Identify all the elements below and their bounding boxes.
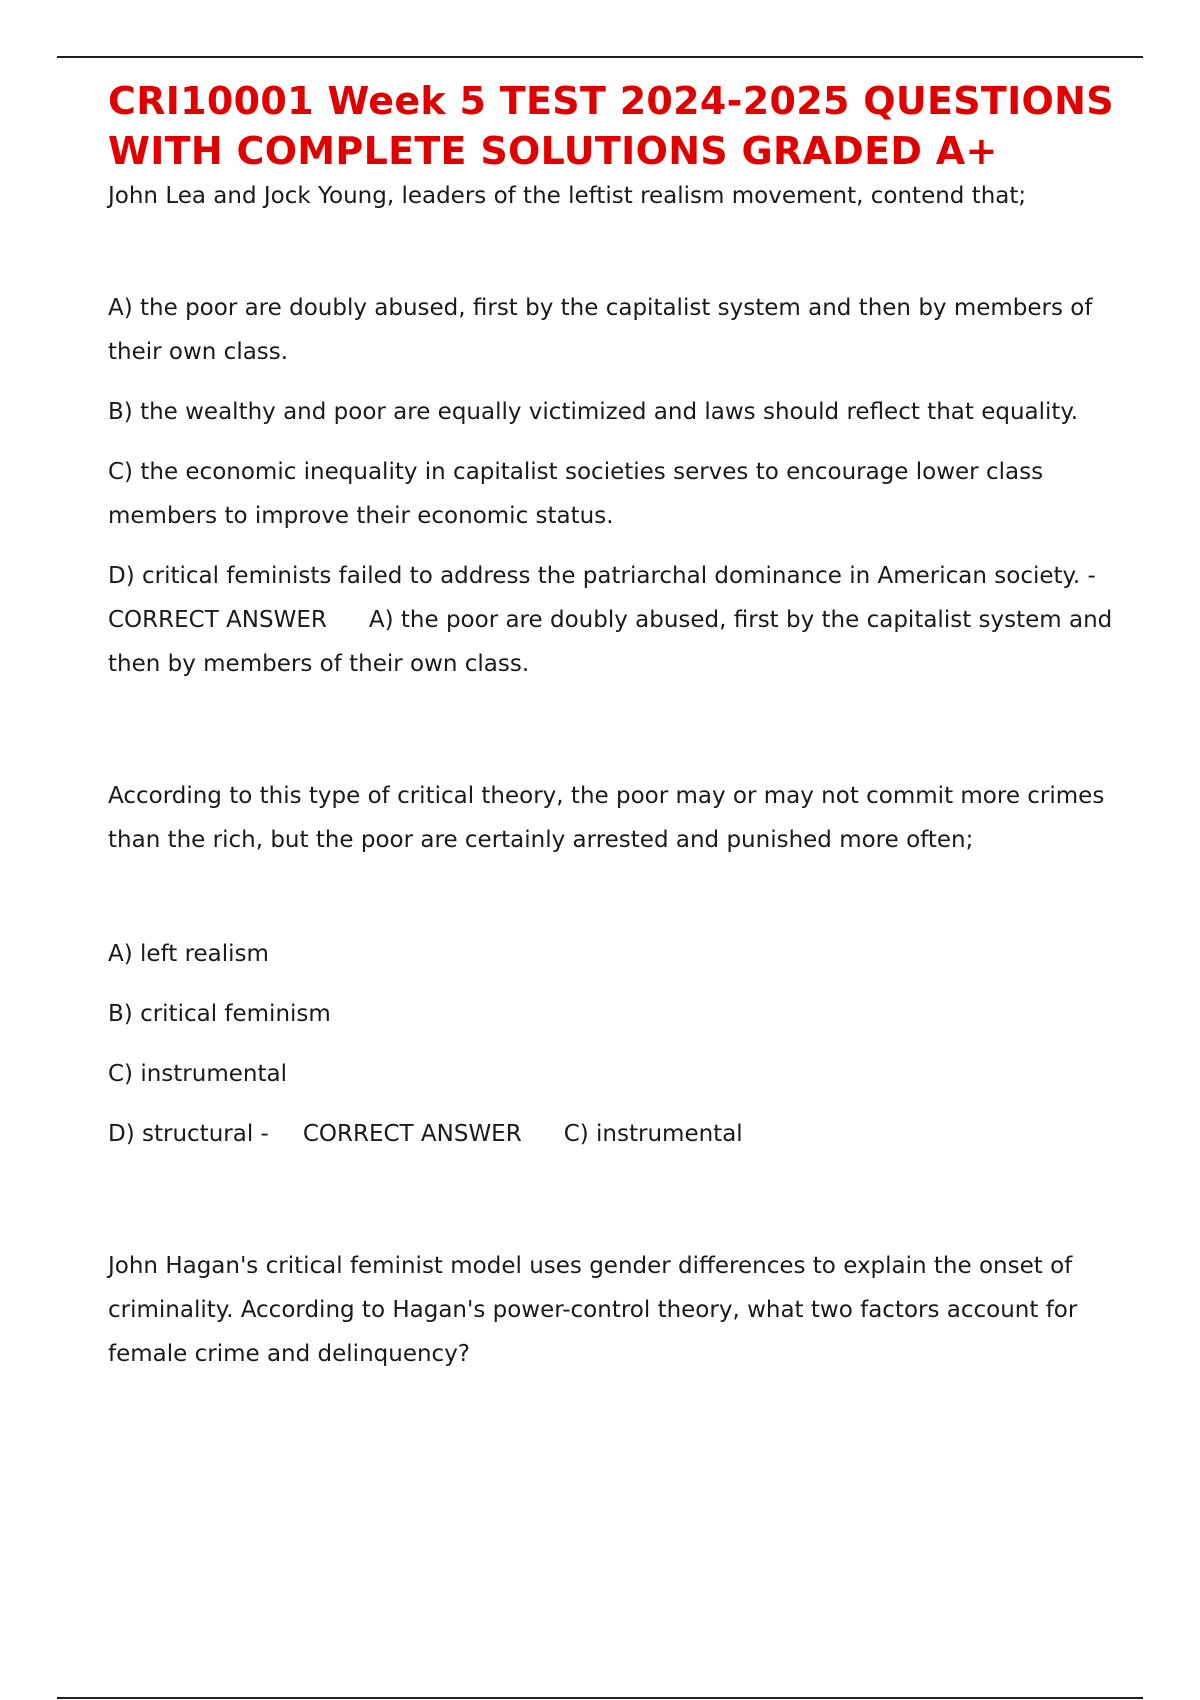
- question-2-option-b: B) critical feminism: [108, 1001, 331, 1027]
- question-1-correct-answer: A) the poor are doubly abused, first by the capitalist system and then by members of their own class.: [108, 607, 1113, 677]
- question-1-option-b: B) the wealthy and poor are equally victimized and laws should reflect that equality.: [108, 399, 1079, 425]
- document-title: CRI10001 Week 5 TEST 2024-2025 QUESTIONS WITH COMPLETE SOLUTIONS GRADED A+: [108, 79, 1114, 173]
- question-1-option-d: D) critical feminists failed to address the patriarchal dominance in American society. -: [108, 563, 1096, 589]
- top-rule: [57, 56, 1143, 58]
- question-2-correct-label: CORRECT ANSWER: [302, 1121, 522, 1147]
- question-1-correct-label: CORRECT ANSWER: [108, 607, 327, 633]
- question-2-option-d-with-answer: [108, 1112, 1138, 1156]
- question-1-options: [108, 286, 1138, 686]
- question-3-stem: John Hagan's critical feminist model uses gender differences to explain the onset of criminality. According to Hagan's power-control theory, what two factors account for female crime and delinquency?: [108, 1253, 1078, 1367]
- bottom-rule: [57, 1697, 1143, 1699]
- question-1-option-d-with-answer: [108, 554, 1138, 686]
- question-2-option-c: C) instrumental: [108, 1061, 287, 1087]
- document-body: [108, 76, 1138, 1376]
- question-2-correct-answer: C) instrumental: [563, 1121, 743, 1147]
- question-1-stem: John Lea and Jock Young, leaders of the leftist realism movement, contend that;: [108, 183, 1027, 209]
- question-1-option-c: C) the economic inequality in capitalist societies serves to encourage lower class members to improve their economic status.: [108, 459, 1044, 529]
- question-2-option-d: D) structural -: [108, 1121, 269, 1147]
- question-2-options: [108, 932, 1138, 1156]
- question-2-option-a: A) left realism: [108, 941, 269, 967]
- question-1-option-a: A) the poor are doubly abused, first by the capitalist system and then by members of their own class.: [108, 295, 1093, 365]
- question-2-stem: According to this type of critical theory, the poor may or may not commit more crimes than the rich, but the poor are certainly arrested and punished more often;: [108, 783, 1105, 853]
